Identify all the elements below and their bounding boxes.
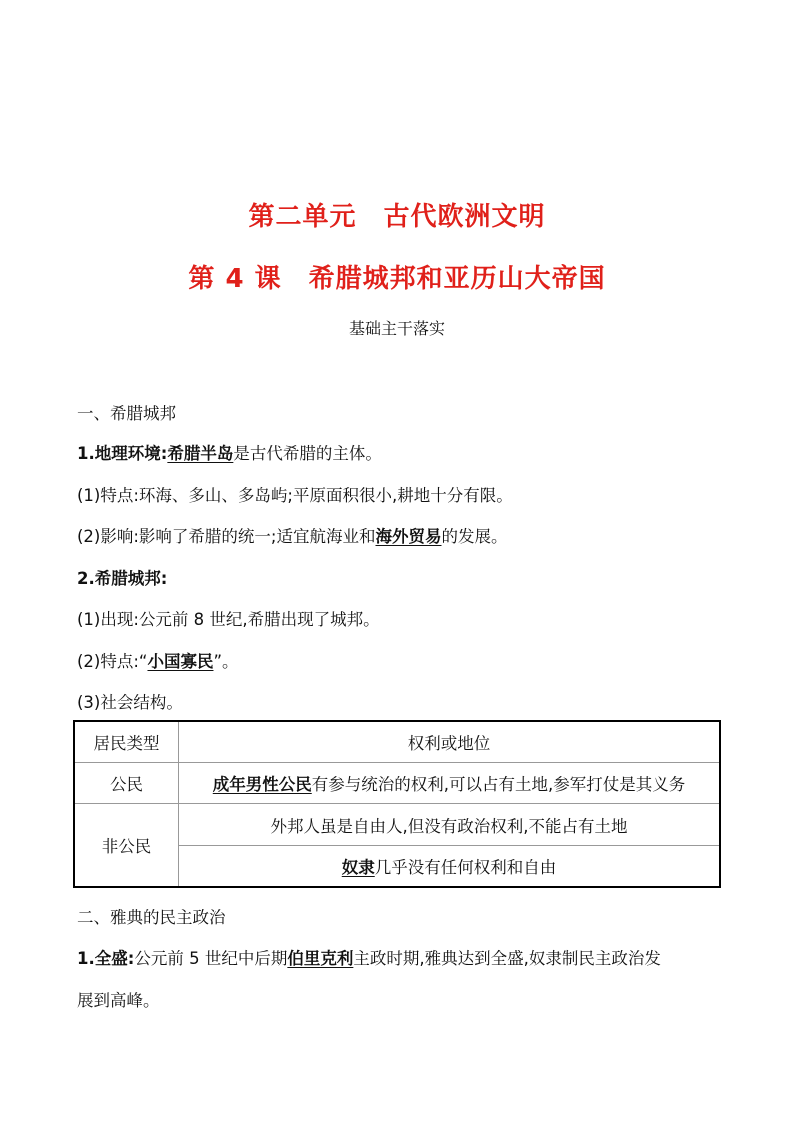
item-text: 是古代希腊的主体。 (233, 444, 382, 463)
section-1-heading: 一、希腊城邦 (77, 404, 176, 423)
item-heyday (77, 945, 661, 969)
table-header-cell: 权利或地位 (179, 721, 721, 763)
item-label: 1.地理环境: (77, 444, 168, 463)
table-cell: 公民 (74, 763, 179, 804)
item-heyday-continued: 展到高峰。 (77, 991, 160, 1010)
item-geography (77, 440, 382, 464)
table-row (74, 763, 720, 804)
section-2-heading: 二、雅典的民主政治 (77, 908, 226, 927)
answer-text: 伯里克利 (287, 949, 354, 968)
table-cell (179, 845, 721, 887)
social-structure-table (73, 720, 721, 888)
item-label: 1.全盛: (77, 949, 135, 968)
item-text: 主政时期,雅典达到全盛,奴隶制民主政治发 (353, 949, 661, 968)
section-subtitle: 基础主干落实 (348, 319, 445, 338)
answer-text: 奴隶 (341, 857, 375, 877)
item-text: 的发展。 (441, 527, 508, 546)
item-text: (2)影响:影响了希腊的统一;适宜航海业和 (77, 527, 376, 546)
item-city-states: 2.希腊城邦: (77, 569, 168, 588)
item-features: (1)特点:环海、多山、多岛屿;平原面积很小,耕地十分有限。 (77, 486, 513, 505)
item-text: 公元前 5 世纪中后期 (134, 949, 288, 968)
item-characteristics (77, 648, 239, 672)
answer-text: 成年男性公民 (212, 775, 312, 795)
table-cell (179, 763, 721, 804)
cell-text: 有参与统治的权利,可以占有土地,参军打仗是其义务 (311, 775, 686, 795)
item-text: ”。 (213, 652, 239, 671)
table-row (74, 804, 720, 845)
table-cell: 非公民 (74, 804, 179, 887)
unit-title: 第二单元 古代欧洲文明 (248, 202, 546, 232)
cell-text: 几乎没有任何权利和自由 (374, 857, 557, 877)
item-appearance: (1)出现:公元前 8 世纪,希腊出现了城邦。 (77, 610, 380, 629)
answer-text: 小国寡民 (147, 652, 214, 671)
lesson-title: 第 4 课 希腊城邦和亚历山大帝国 (188, 264, 606, 294)
table-cell: 外邦人虽是自由人,但没有政治权利,不能占有土地 (179, 804, 721, 845)
answer-text: 海外贸易 (375, 527, 442, 546)
table-header-cell: 居民类型 (74, 721, 179, 763)
item-influence (77, 523, 508, 547)
table-row (74, 721, 720, 763)
item-text: (2)特点:“ (77, 652, 148, 671)
answer-text: 希腊半岛 (167, 444, 234, 463)
item-social-structure: (3)社会结构。 (77, 693, 183, 712)
